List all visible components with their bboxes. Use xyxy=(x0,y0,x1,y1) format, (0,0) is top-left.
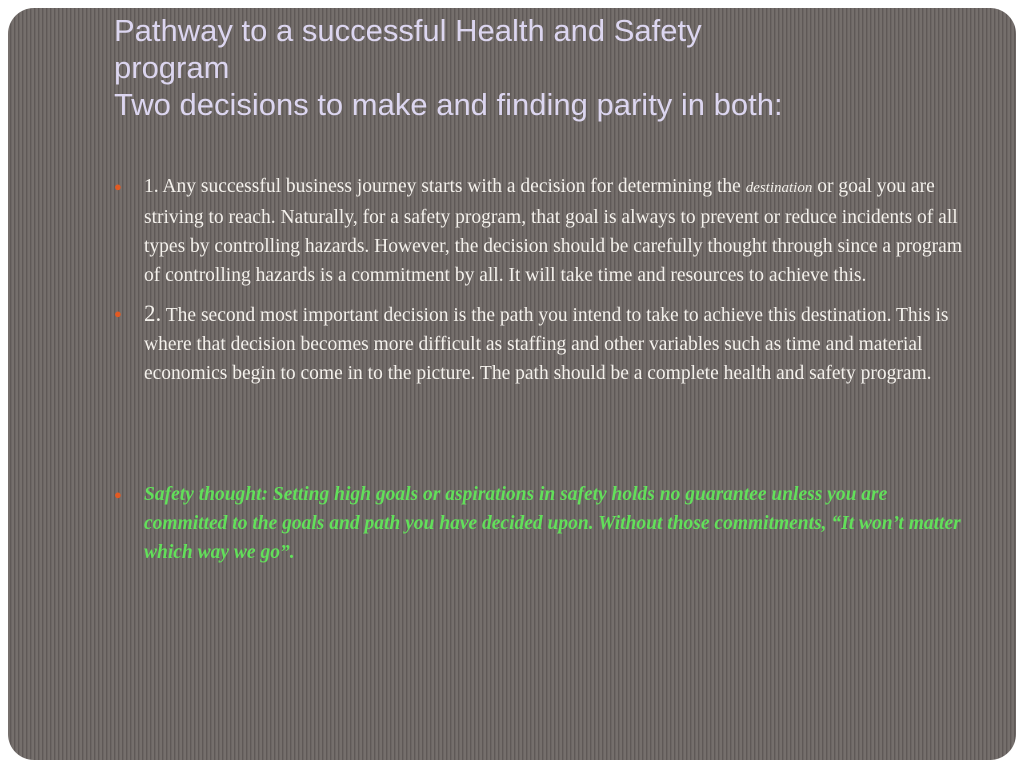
bullet-1-text: 1. Any successful business journey starts with a decision for determining the xyxy=(144,176,746,197)
bullet-decision-2 xyxy=(114,299,964,388)
bullet-2-text: The second most important decision is the path you intend to take to achieve this destination. This is where that decision becomes more difficult as staffing and other variables such as time and material economics begin to come in to the picture. The path should be a complete health and safety program. xyxy=(144,305,949,384)
slide xyxy=(8,8,1016,760)
bullet-safety-thought xyxy=(114,480,964,567)
bullet-marker-icon: ● xyxy=(114,487,122,502)
safety-thought-text: Safety thought: Setting high goals or aspirations in safety holds no guarantee unless you are committed to the goals and path you have decided upon. Without those commitments, “It won’t matter which way we go”. xyxy=(144,484,961,563)
slide-body xyxy=(114,172,964,567)
bullet-2-number: 2. xyxy=(144,301,162,326)
bullet-1-emphasis: destination xyxy=(745,180,813,196)
bullet-1-text-cont: or goal you are striving to reach. Naturally, for a safety program, that goal is always to prevent or reduce incidents of all types by controlling hazards. However, the decision should be carefully thought through since a program of controlling hazards is a commitment by all. It will take time and resources to achieve this. xyxy=(144,176,963,286)
bullet-marker-icon: ● xyxy=(114,306,122,321)
title-line-2: program xyxy=(114,50,230,85)
slide-title xyxy=(114,12,974,123)
title-line-3: Two decisions to make and finding parity in both: xyxy=(114,87,783,122)
bullet-decision-1 xyxy=(114,172,964,290)
bullet-marker-icon: ● xyxy=(114,179,122,194)
title-line-1: Pathway to a successful Health and Safety xyxy=(114,13,702,48)
